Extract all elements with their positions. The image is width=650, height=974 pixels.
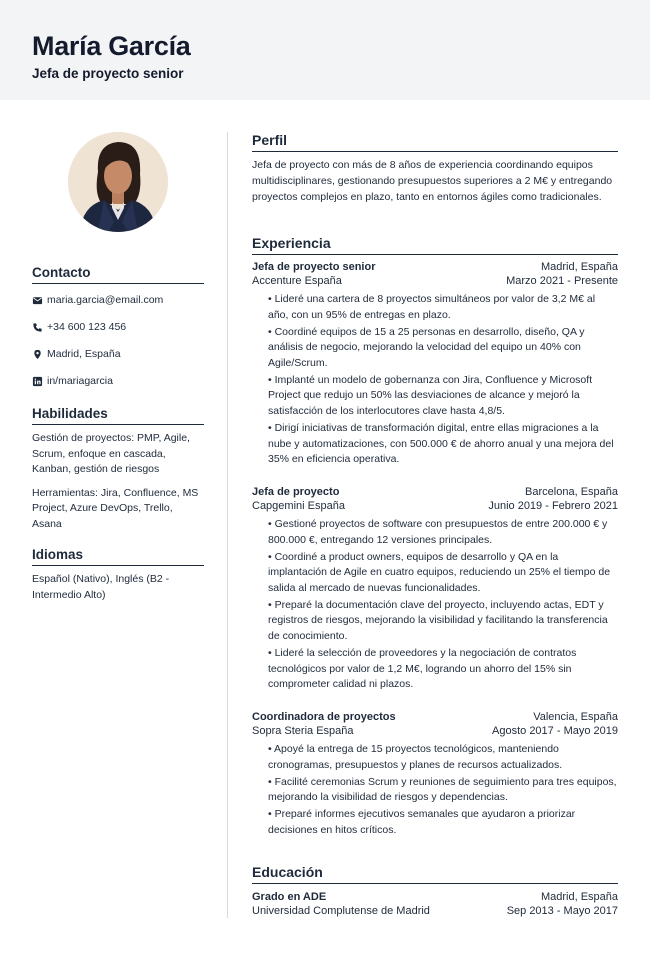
contact-linkedin-text: in/mariagarcia xyxy=(47,375,113,387)
languages-section xyxy=(32,547,204,603)
experience-heading-wrap xyxy=(252,235,618,255)
skills-item: Gestión de proyectos: PMP, Agile, Scrum, enfoque en cascada, Kanban, gestión de riesgos xyxy=(32,432,190,475)
profile-section xyxy=(252,132,618,205)
contact-phone[interactable] xyxy=(32,320,204,334)
resume-header xyxy=(0,0,650,100)
job-dates: Agosto 2017 - Mayo 2019 xyxy=(492,725,618,737)
job-bullet: • Preparé informes ejecutivos semanales que ayudaron a priorizar decisiones en hitos críticos. xyxy=(268,807,618,838)
candidate-role: Jefa de proyecto senior xyxy=(32,66,184,81)
contact-section xyxy=(32,265,204,388)
job-location: Madrid, España xyxy=(540,261,618,273)
education-dates: Sep 2013 - Mayo 2017 xyxy=(506,905,618,917)
column-divider xyxy=(227,132,228,918)
job-location: Valencia, España xyxy=(533,711,618,723)
job-company: Sopra Steria España xyxy=(252,725,354,737)
avatar xyxy=(68,132,168,232)
phone-icon xyxy=(32,322,43,333)
education-section xyxy=(252,864,618,918)
job-bullets xyxy=(268,742,618,838)
job-title: Coordinadora de proyectos xyxy=(252,711,396,723)
skills-section xyxy=(32,406,204,532)
profile-text: Jefa de proyecto con más de 8 años de experiencia coordinando equipos multidisciplinares, gestionando presupuestos superiores a 2 M€ y entregando proyectos complejos en plazo, tanto en entornos ágiles como tradicionales. xyxy=(252,159,613,203)
job-dates: Junio 2019 - Febrero 2021 xyxy=(488,500,618,512)
languages-text: Español (Nativo), Inglés (B2 - Intermedio Alto) xyxy=(32,573,170,601)
job-bullets xyxy=(268,517,618,693)
experience-heading: Experiencia xyxy=(252,235,618,255)
education-school: Universidad Complutense de Madrid xyxy=(252,905,430,917)
job-entry xyxy=(252,710,618,840)
job-bullet: • Preparé la documentación clave del proyecto, incluyendo actas, EDT y registros de riesgos, mejorando la visibilidad y facilitando la transferencia de conocimiento. xyxy=(268,598,618,645)
linkedin-icon xyxy=(32,376,43,387)
education-heading: Educación xyxy=(252,864,618,884)
job-bullet: • Lideré la selección de proveedores y la negociación de contratos tecnológicos por valor de 1,2 M€, logrando un ahorro del 15% sin comprometer calidad ni plazos. xyxy=(268,646,618,693)
contact-linkedin[interactable] xyxy=(32,374,204,388)
job-entry xyxy=(252,260,618,469)
job-entry xyxy=(252,485,618,694)
education-location: Madrid, España xyxy=(540,891,618,903)
job-title: Jefa de proyecto senior xyxy=(252,261,376,273)
job-dates: Marzo 2021 - Presente xyxy=(506,275,618,287)
skills-heading: Habilidades xyxy=(32,406,204,425)
job-bullet: • Gestioné proyectos de software con presupuestos de entre 200.000 € y 800.000 €, entregando 12 versiones principales. xyxy=(268,517,618,548)
job-bullets xyxy=(268,292,618,468)
location-pin-icon xyxy=(32,349,43,360)
skills-item: Herramientas: Jira, Confluence, MS Project, Azure DevOps, Trello, Asana xyxy=(32,486,199,530)
job-bullet: • Coordiné a product owners, equipos de desarrollo y QA en la implantación de Agile en cuatro equipos, reduciendo un 25% el tiempo de salida al mercado de nuevas funcionalidades. xyxy=(268,550,618,597)
languages-heading: Idiomas xyxy=(32,547,204,566)
contact-location-text: Madrid, España xyxy=(47,348,121,360)
candidate-name: María García xyxy=(32,31,191,61)
contact-heading: Contacto xyxy=(32,265,204,284)
contact-email[interactable] xyxy=(32,293,204,307)
job-bullet: • Coordiné equipos de 15 a 25 personas en desarrollo, diseño, QA y análisis de negocio, mejorando la velocidad del equipo un 40% con Agile/Scrum. xyxy=(268,325,618,372)
job-company: Accenture España xyxy=(252,275,342,287)
contact-email-text: maria.garcia@email.com xyxy=(47,294,164,306)
contact-location xyxy=(32,347,204,361)
job-company: Capgemini España xyxy=(252,500,345,512)
job-bullet: • Dirigí iniciativas de transformación digital, entre ellas migraciones a la nube y automatizaciones, con 500.000 € de ahorro anual y una mejora del 35% en eficiencia operativa. xyxy=(268,421,618,468)
job-bullet: • Apoyé la entrega de 15 proyectos tecnológicos, manteniendo cronogramas, presupuestos y planes de recursos actualizados. xyxy=(268,742,618,773)
profile-heading: Perfil xyxy=(252,132,618,152)
contact-phone-text: +34 600 123 456 xyxy=(47,321,127,333)
mail-icon xyxy=(32,295,43,306)
job-bullet: • Implanté un modelo de gobernanza con Jira, Confluence y Microsoft Project que redujo un 50% las desviaciones de alcance y mejoró la satisfacción de los interlocutores clave hasta 4,8/5. xyxy=(268,373,618,420)
job-location: Barcelona, España xyxy=(525,486,618,498)
job-bullet: • Facilité ceremonias Scrum y reuniones de seguimiento para tres equipos, mejorando la visibilidad de riesgos y dependencias. xyxy=(268,775,618,806)
job-bullet: • Lideré una cartera de 8 proyectos simultáneos por valor de 3,2 M€ al año, con un 95% de entregas en plazo. xyxy=(268,292,618,323)
education-degree: Grado en ADE xyxy=(252,891,327,903)
job-title: Jefa de proyecto xyxy=(252,486,340,498)
